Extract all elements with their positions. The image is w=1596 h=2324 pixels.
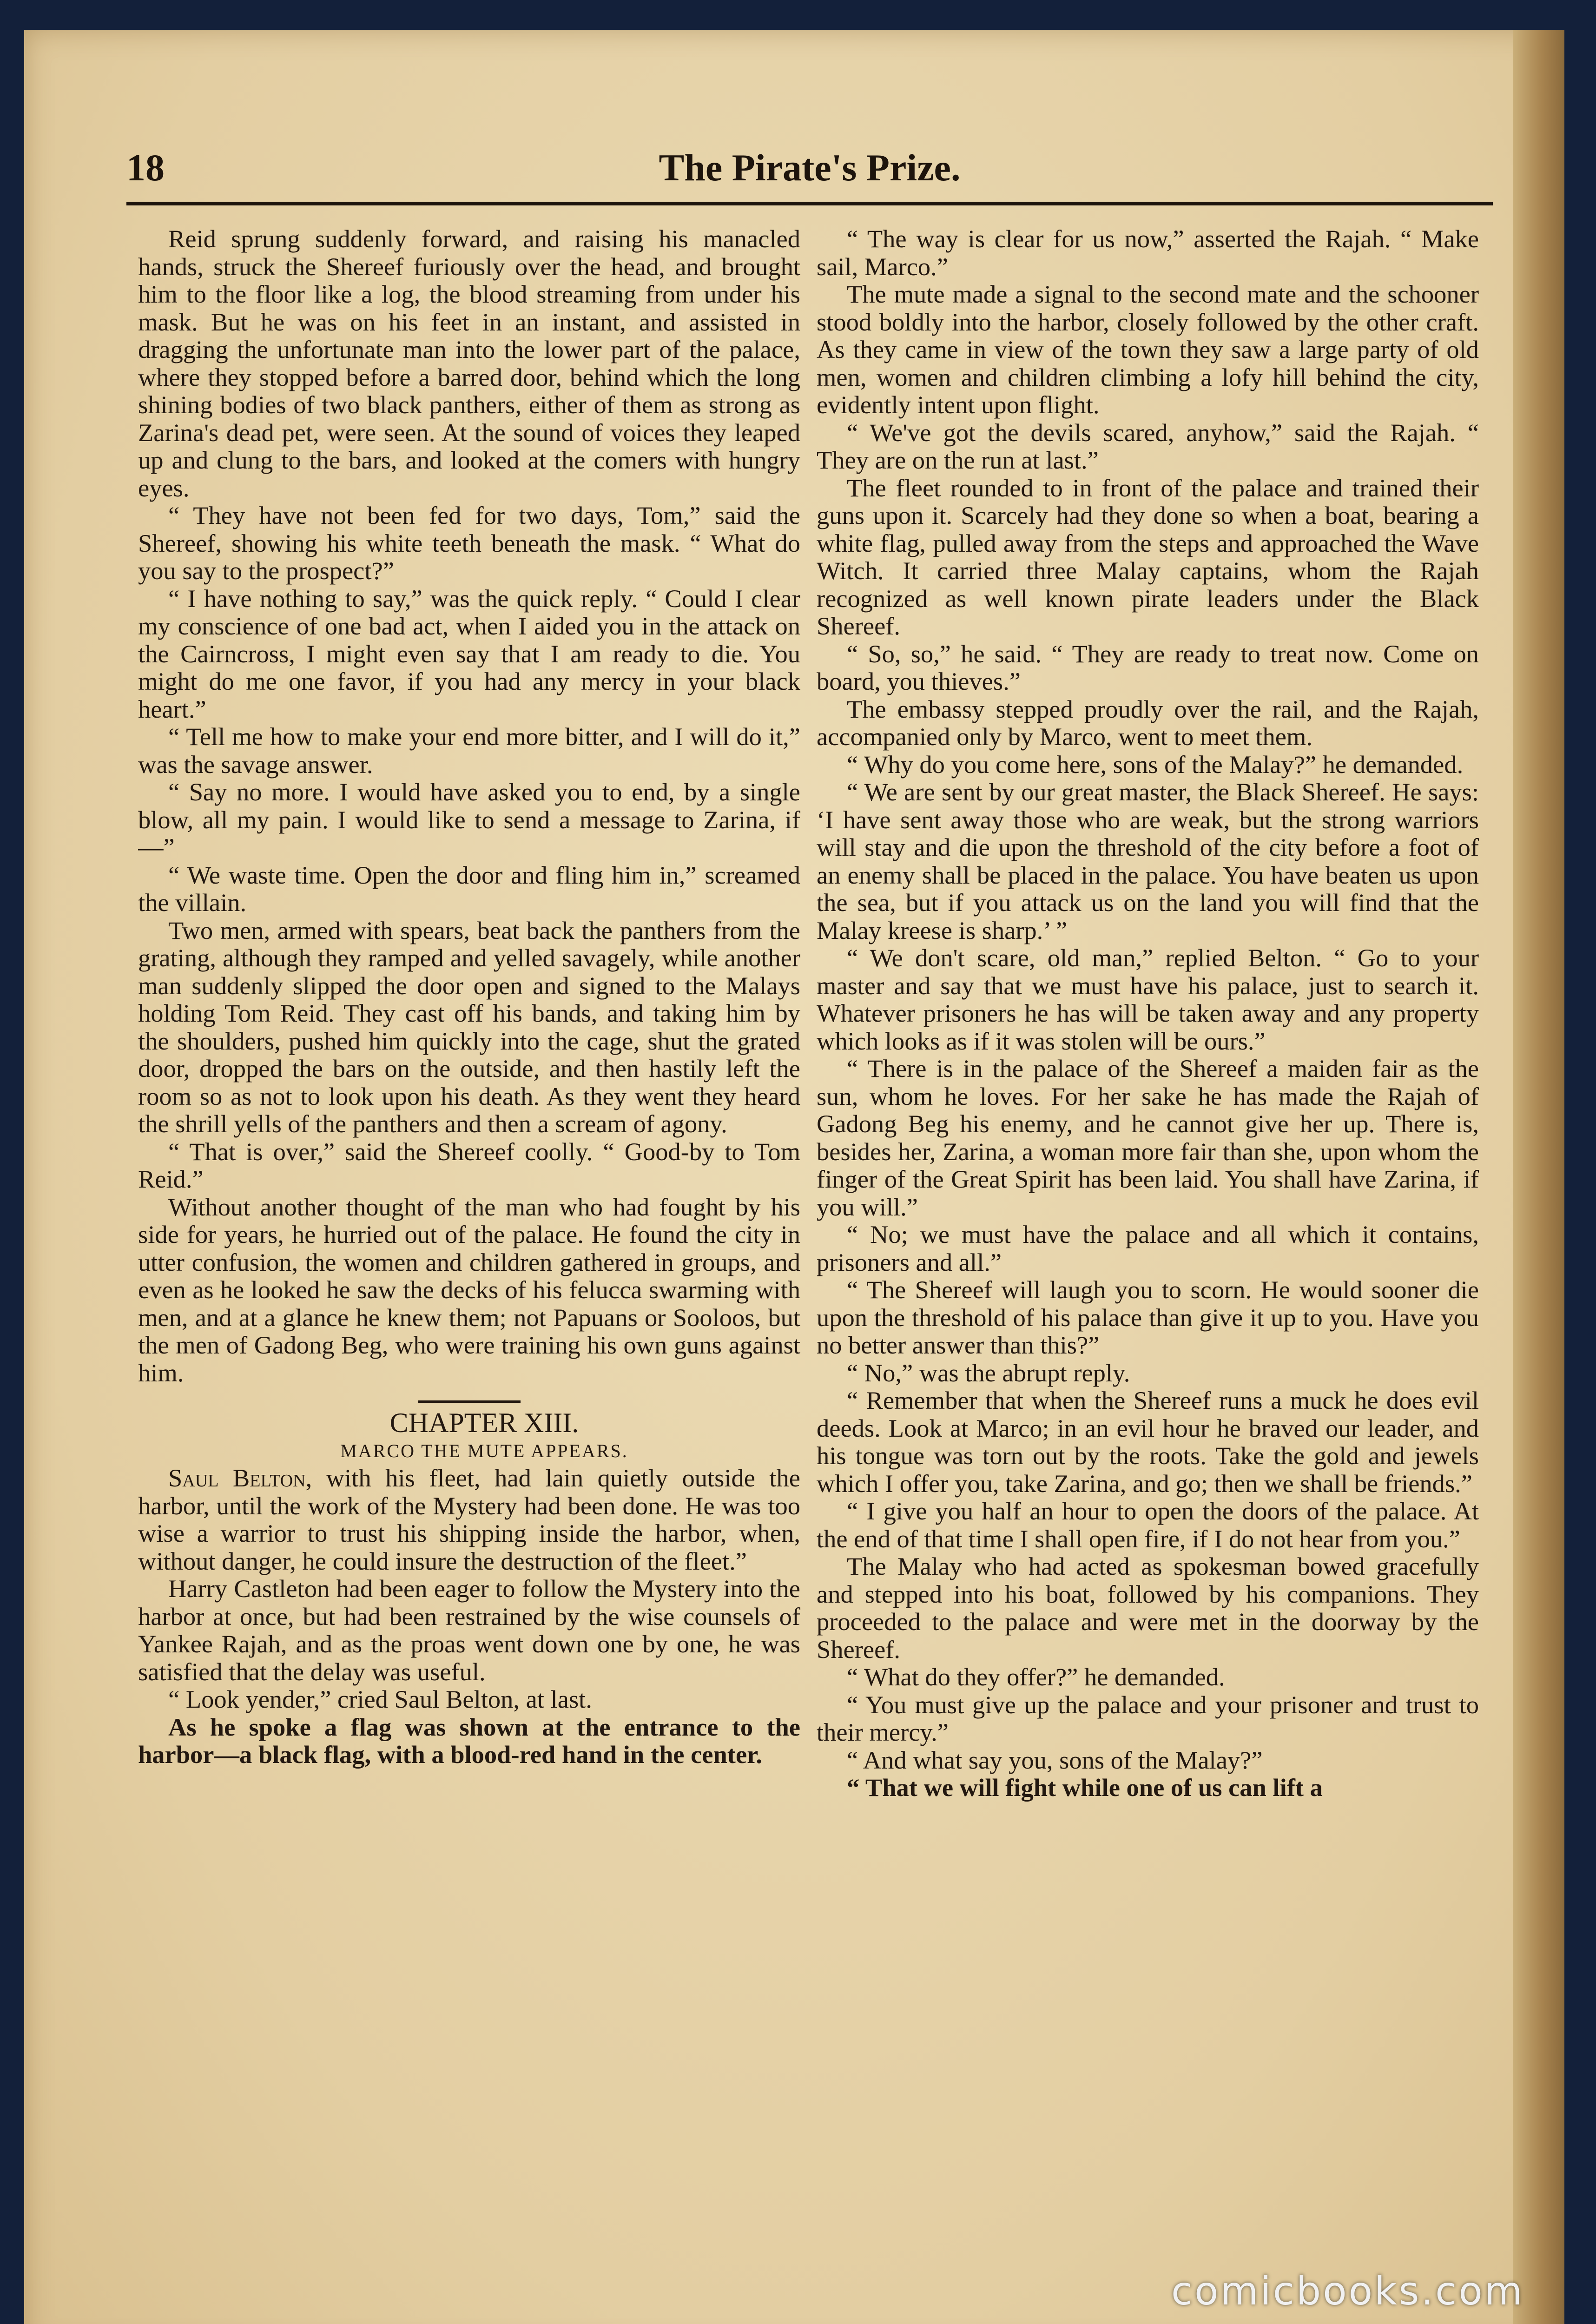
chapter-rule [418,1400,521,1403]
right-closing-paragraph: “ That we will fight while one of us can lift a [847,1773,1323,1802]
right-paragraph: “ What do they offer?” he demanded. [847,1663,1225,1691]
watermark: comicbooks.com [1171,2268,1524,2314]
right-paragraph: “ No; we must have the palace and all which it contains, prisoners and all.” [817,1220,1479,1276]
left-paragraph: “ Say no more. I would have asked you to end, by a single blow, all my pain. I would like to send a message to Zarina, if—” [138,778,800,861]
left-paragraph: “ I have nothing to say,” was the quick reply. “ Could I clear my conscience of one bad act, when I aided you in the attack on the Cairncross, I might even say that I am ready to die. You might do me one favor, if you had any mercy in your black heart.” [138,584,800,723]
right-paragraph: “ So, so,” he said. “ They are ready to treat now. Come on board, you thieves.” [817,639,1479,695]
right-paragraph: “ No,” was the abrupt reply. [847,1358,1130,1387]
right-paragraph: The Malay who had acted as spokesman bowed gracefully and stepped into his boat, followed by his companions. They proceeded to the palace and were met in the doorway by the Shereef. [817,1552,1479,1664]
right-paragraph: The mute made a signal to the second mate and the schooner stood boldly into the harbor, closely followed by the other craft. As they came in view of the town they saw a large party of old men, women and children climbing a lofy hill behind the city, evidently intent upon flight. [817,280,1479,419]
left-paragraph: “ Look yender,” cried Saul Belton, at last. [168,1685,592,1713]
right-paragraphs [817,225,1479,1774]
right-paragraph: “ The way is clear for us now,” asserted the Rajah. “ Make sail, Marco.” [817,225,1479,281]
page-binding-edge [1513,30,1564,2324]
left-paragraph: Reid sprung suddenly forward, and raising his manacled hands, struck the Shereef furiously over the head, and brought him to the floor like a log, the blood streaming from under his mask. But he was on his feet in an instant, and assisted in dragging the unfortunate man into the lower part of the palace, where they stopped before a barred door, behind which the long shining bodies of two black panthers, either of them as strong as Zarina's dead pet, were seen. At the sound of voices they leaped up and clung to the bars, and looked at the comers with hungry eyes. [138,225,800,502]
left-paragraph: Without another thought of the man who had fought by his side for years, he hurried out of the palace. He found the city in utter confusion, the women and children gathered in groups, and even as he looked he saw the decks of his felucca swarming with men, and at a glance he knew them; not Papuans or Sooloos, but the men of Gadong Beg, who were training his own guns against him. [138,1192,800,1387]
right-paragraph: “ The Shereef will laugh you to scorn. He would sooner die upon the threshold of his palace than give it up to you. Have you no better answer than this?” [817,1275,1479,1359]
left-paragraph: “ We waste time. Open the door and fling him in,” screamed the villain. [138,860,800,917]
right-column [817,225,1479,2224]
right-paragraph: “ There is in the palace of the Shereef a maiden fair as the sun, whom he loves. For her sake he has made the Rajah of Gadong Beg his enemy, and he cannot give her up. There is, besides her, Zarina, a woman more fair than she, upon whom the finger of the Great Spirit has been laid. You shall have Zarina, if you will.” [817,1054,1479,1221]
chapter-title: CHAPTER XIII. [389,1407,579,1438]
right-paragraph: “ We are sent by our great master, the Black Shereef. He says: ‘I have sent away those who are weak, but the strong warriors will stay and die upon the threshold of the city before a foot of an enemy shall be placed in the palace. You have beaten us upon the sea, but if you attack us on the land you will find that the Malay kreese is sharp.’ ” [817,778,1479,944]
right-paragraph: The embassy stepped proudly over the rail, and the Rajah, accompanied only by Marco, went to meet them. [817,694,1479,751]
chapter-first-paragraph [138,1464,800,1575]
right-paragraph: “ We don't scare, old man,” replied Belton. “ Go to your master and say that we must have his palace, just to search it. Whatever prisoners he has will be taken away and any property which looks as if it was stolen will be ours.” [817,944,1479,1055]
left-paragraphs-before-chapter [138,225,800,1386]
left-paragraph: Two men, armed with spears, beat back the panthers from the grating, although they ramped and yelled savagely, while another man suddenly slipped the door open and signed to the Malays holding Tom Reid. They cast off his bands, and taking him by the shoulders, pushed him quickly into the cage, shut the grated door, dropped the bars on the outside, and then hastily left the room so as not to look upon his death. As they went they heard the shrill yells of the panthers and then a scream of agony. [138,916,800,1138]
left-paragraph: Harry Castleton had been eager to follow the Mystery into the harbor at once, but had been restrained by the wise counsels of Yankee Rajah, and as the proas went down one by one, he was satisfied that the delay was useful. [138,1574,800,1686]
right-paragraph: “ Why do you come here, sons of the Malay?” he demanded. [847,750,1464,779]
right-paragraph: The fleet rounded to in front of the palace and trained their guns upon it. Scarcely had they done so when a boat, bearing a white flag, pulled away from the steps and approached the Wave Witch. It carried three Malay captains, whom the Rajah recognized as well known pirate leaders under the Black Shereef. [817,473,1479,640]
right-paragraph: “ You must give up the palace and your prisoner and trust to their mercy.” [817,1690,1479,1746]
left-column [138,225,800,2224]
page-number: 18 [126,146,165,189]
left-closing-paragraph: As he spoke a flag was shown at the entrance to the harbor—a black flag, with a blood-red hand in the center. [138,1712,800,1769]
left-paragraph: “ Tell me how to make your end more bitter, and I will do it,” was the savage answer. [138,722,800,779]
page-header [126,137,1493,205]
right-paragraph: “ We've got the devils scared, anyhow,” said the Rajah. “ They are on the run at last.” [817,418,1479,474]
left-paragraph: “ They have not been fed for two days, Tom,” said the Shereef, showing his white teeth beneath the mask. “ What do you say to the prospect?” [138,501,800,585]
chapter-subtitle: MARCO THE MUTE APPEARS. [340,1440,628,1461]
right-paragraph: “ And what say you, sons of the Malay?” [847,1745,1263,1774]
left-paragraphs-after-chapter [138,1575,800,1713]
left-paragraph: “ That is over,” said the Shereef coolly. “ Good-by to Tom Reid.” [138,1137,800,1193]
running-title: The Pirate's Prize. [659,146,961,189]
lead-words: Saul Belton, [168,1464,312,1492]
first-paragraph-rest: with his fleet, had lain quietly outside the harbor, until the work of the Mystery had been done. He was too wise a warrior to trust his shipping inside the harbor, when, without danger, he could insure the destruction of the fleet.” [138,1464,800,1575]
right-paragraph: “ I give you half an hour to open the doors of the palace. At the end of that time I shall open fire, if I do not hear from you.” [817,1497,1479,1553]
right-paragraph: “ Remember that when the Shereef runs a muck he does evil deeds. Look at Marco; in an evil hour he braved our leader, and his tongue was torn out by the roots. Take the gold and jewels which I offer you, take Zarina, and go; then we shall be friends.” [817,1386,1479,1498]
scanned-page [24,30,1564,2324]
